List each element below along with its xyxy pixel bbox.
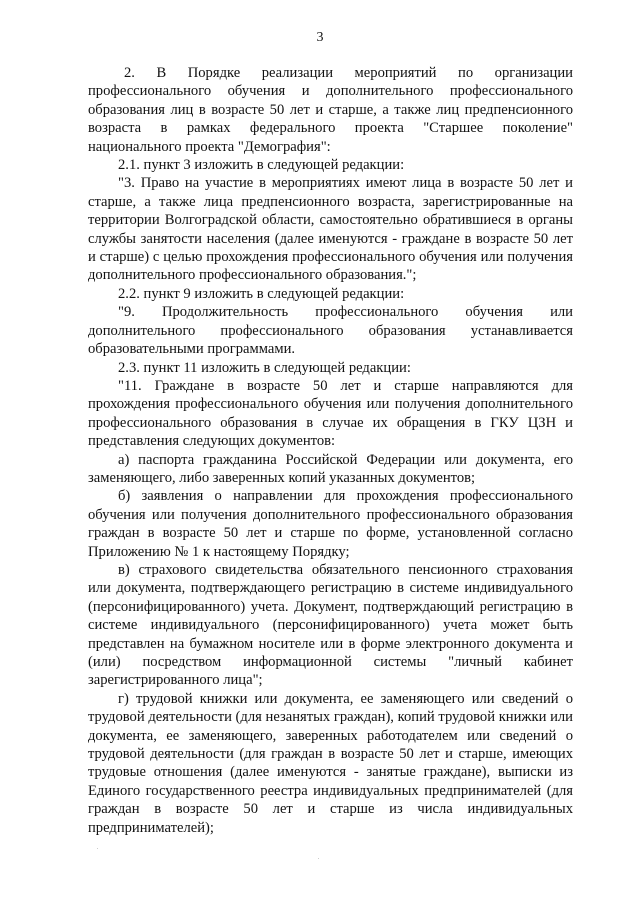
paragraph-point-9-text: "9. Продолжительность профессионального обучения или дополнительного профессионального образования устанавливается образовательными программами. xyxy=(88,304,573,358)
paragraph-2-amendment-intro: 2. В Порядке реализации мероприятий по организации профессионального обучения и дополнительного профессионального образования лиц в возрасте 50 лет и старше, а также лиц предпенсионного возраста в рамках федерального проекта "Старшее поколение" национального проекта "Демография": xyxy=(88,65,573,155)
page-number: 3 xyxy=(316,30,324,45)
paragraph-point-3-text: "3. Право на участие в мероприятиях имеют лица в возрасте 50 лет и старше, а также лица предпенсионного возраста, зарегистрированные на территории Волгоградской области, самостоятельно обратившиеся в органы службы занятости населения (далее именуются - граждане в возрасте 50 лет и старше) с целью прохождения профессионального обучения или получения дополнительного профессионального образования."; xyxy=(88,175,573,284)
list-item-b: б) заявления о направлении для прохождения профессионального обучения или получения дополнительного профессионального образования граждан в возрасте 50 лет и старше по форме, установленной согласно Приложению № 1 к настоящему Порядку; xyxy=(88,488,573,560)
paragraph-2-1-heading: 2.1. пункт 3 изложить в следующей редакции: xyxy=(118,157,405,174)
paragraph-2-3-heading: 2.3. пункт 11 изложить в следующей редакции: xyxy=(118,359,411,376)
paragraph-point-11-text: "11. Граждане в возрасте 50 лет и старше направляются для прохождения профессионального обучения или получения дополнительного профессионального образования в случае их обращения в ГКУ ЦЗН и представления следующих документов: xyxy=(88,377,573,450)
document-body xyxy=(88,64,573,837)
paragraph-2-2-heading: 2.2. пункт 9 изложить в следующей редакции: xyxy=(118,285,405,302)
list-item-v: в) страхового свидетельства обязательного пенсионного страхования или документа, подтверждающего регистрацию в системе индивидуального (персонифицированного) учета. Документ, подтверждающий регистрацию в системе индивидуального (персонифицированного) учета может быть представлен на бумажном носителе или в форме электронного документа и (или) посредством информационной системы "личный кабинет зарегистрированного лица"; xyxy=(88,561,573,689)
list-item-g: г) трудовой книжки или документа, ее заменяющего или сведений о трудовой деятельности (для незанятых граждан), копий трудовой книжки или документа, ее заменяющего, заверенных работодателем или сведений о трудовой деятельности (для граждан в возрасте 50 лет и старше, имеющих трудовые отношения (далее именуются - занятые граждане), выписки из Единого государственного реестра индивидуальных предпринимателей (для граждан в возрасте 50 лет и старше из числа индивидуальных предпринимателей); xyxy=(88,690,573,836)
scan-speck xyxy=(97,848,98,849)
list-item-a: а) паспорта гражданина Российской Федерации или документа, его заменяющего, либо заверенных копий указанных документов; xyxy=(88,451,573,486)
scan-speck xyxy=(318,858,319,859)
